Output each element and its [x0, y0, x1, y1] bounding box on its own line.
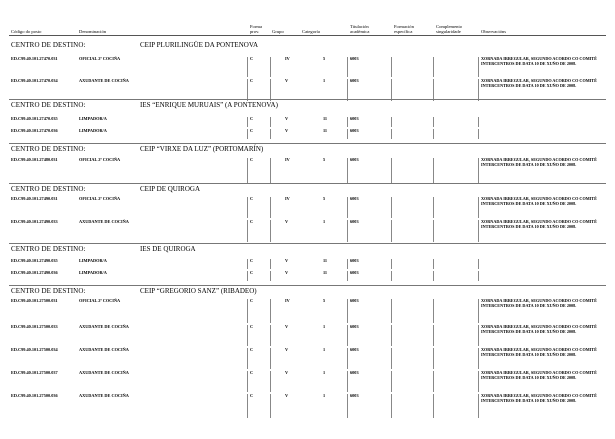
- posto-denominacion: AXUDANTE DE COCIÑA: [79, 393, 129, 398]
- posto-denominacion: AXUDANTE DE COCIÑA: [79, 324, 129, 329]
- column-rule: [247, 158, 248, 184]
- categoria: 1: [323, 393, 326, 398]
- column-rule: [391, 79, 392, 101]
- column-rule: [478, 129, 479, 139]
- header-formacion: Formación: [394, 24, 414, 29]
- column-rule: [347, 299, 348, 323]
- observacions: XORNADA IRREGULAR, SEGUNDO ACORDO CO COMITÉ INTERCENTROS DE DATA 10 DE XUÑO DE 2008.: [481, 298, 597, 308]
- header-denominacion: Denominación: [79, 29, 107, 34]
- column-rule: [347, 348, 348, 369]
- posto-code: ED.C99.40.101.27500.031: [11, 298, 58, 303]
- section-divider: [9, 285, 606, 286]
- grupo: V: [285, 324, 289, 329]
- column-rule: [347, 158, 348, 184]
- centro-destino-label: CENTRO DE DESTINO:: [11, 145, 86, 153]
- column-rule: [247, 220, 248, 242]
- grupo: IV: [285, 196, 290, 201]
- posto-denominacion: OFICIAL 2ª COCIÑA: [79, 56, 121, 61]
- column-rule: [478, 299, 479, 323]
- section-divider: [9, 99, 606, 100]
- posto-denominacion: AXUDANTE DE COCIÑA: [79, 347, 129, 352]
- posto-code: ED.C99.40.101.27500.033: [11, 324, 58, 329]
- column-rule: [391, 57, 392, 77]
- posto-denominacion: AXUDANTE DE COCIÑA: [79, 370, 129, 375]
- column-rule: [391, 259, 392, 269]
- grupo: V: [285, 219, 289, 224]
- forma-prov: C: [250, 128, 254, 133]
- column-rule: [270, 371, 271, 392]
- titulacion: 6003: [350, 258, 359, 263]
- column-rule: [347, 271, 348, 281]
- column-rule: [247, 57, 248, 77]
- column-rule: [478, 259, 479, 269]
- categoria: 1: [323, 78, 326, 83]
- categoria: 5: [323, 56, 326, 61]
- column-rule: [433, 394, 434, 418]
- column-rule: [270, 299, 271, 323]
- posto-code: ED.C99.40.101.27490.031: [11, 196, 58, 201]
- centro-destino-name: IES DE QUIROGA: [140, 245, 196, 253]
- titulacion: 6003: [350, 219, 359, 224]
- posto-code: ED.C99.40.101.27470.034: [11, 78, 58, 83]
- column-rule: [247, 394, 248, 418]
- grupo: V: [285, 270, 289, 275]
- column-rule: [391, 271, 392, 281]
- column-rule: [270, 158, 271, 184]
- observacions: XORNADA IRREGULAR, SEGUNDO ACORDO CO COMITÉ INTERCENTROS DE DATA 10 DE XUÑO DE 2008.: [481, 219, 597, 229]
- column-rule: [478, 197, 479, 218]
- column-rule: [347, 259, 348, 269]
- posto-denominacion: LIMPADOR/A: [79, 128, 107, 133]
- column-rule: [433, 299, 434, 323]
- column-rule: [433, 325, 434, 346]
- column-rule: [270, 117, 271, 127]
- posto-denominacion: LIMPADOR/A: [79, 116, 107, 121]
- grupo: V: [285, 78, 289, 83]
- column-rule: [347, 394, 348, 418]
- column-rule: [478, 57, 479, 77]
- column-rule: [433, 371, 434, 392]
- column-rule: [391, 129, 392, 139]
- forma-prov: C: [250, 298, 254, 303]
- observacions: XORNADA IRREGULAR, SEGUNDO ACORDO CO COMITÉ INTERCENTROS DE DATA 10 DE XUÑO DE 2008.: [481, 347, 597, 357]
- column-rule: [433, 271, 434, 281]
- centro-destino-label: CENTRO DE DESTINO:: [11, 101, 86, 109]
- column-rule: [247, 325, 248, 346]
- forma-prov: C: [250, 196, 254, 201]
- column-rule: [391, 348, 392, 369]
- observacions: XORNADA IRREGULAR, SEGUNDO ACORDO CO COMITÉ INTERCENTROS DE DATA 10 DE XUÑO DE 2008.: [481, 370, 597, 380]
- column-rule: [391, 220, 392, 242]
- titulacion: 6003: [350, 157, 359, 162]
- column-rule: [247, 117, 248, 127]
- grupo: V: [285, 116, 289, 121]
- column-rule: [347, 371, 348, 392]
- posto-code: ED.C99.40.101.27470.035: [11, 116, 58, 121]
- grupo: V: [285, 370, 289, 375]
- titulacion: 6003: [350, 270, 359, 275]
- column-rule: [478, 371, 479, 392]
- observacions: XORNADA IRREGULAR, SEGUNDO ACORDO CO COMITÉ INTERCENTROS DE DATA 10 DE XUÑO DE 2008.: [481, 393, 597, 403]
- column-rule: [433, 57, 434, 77]
- observacions: XORNADA IRREGULAR, SEGUNDO ACORDO CO COMITÉ INTERCENTROS DE DATA 10 DE XUÑO DE 2008.: [481, 56, 597, 66]
- centro-destino-label: CENTRO DE DESTINO:: [11, 245, 86, 253]
- forma-prov: C: [250, 219, 254, 224]
- categoria: 11: [323, 128, 328, 133]
- column-rule: [478, 79, 479, 101]
- header-divider: [9, 35, 606, 36]
- titulacion: 6003: [350, 116, 359, 121]
- grupo: IV: [285, 157, 290, 162]
- forma-prov: C: [250, 157, 254, 162]
- posto-code: ED.C99.40.101.27490.036: [11, 270, 58, 275]
- posto-denominacion: AXUDANTE DE COCIÑA: [79, 219, 129, 224]
- categoria: 1: [323, 370, 326, 375]
- forma-prov: C: [250, 116, 254, 121]
- titulacion: 6003: [350, 347, 359, 352]
- column-rule: [478, 348, 479, 369]
- header-academica: académica: [350, 29, 370, 34]
- column-rule: [247, 348, 248, 369]
- column-rule: [347, 325, 348, 346]
- column-rule: [433, 79, 434, 101]
- column-rule: [247, 371, 248, 392]
- forma-prov: C: [250, 393, 254, 398]
- column-rule: [347, 220, 348, 242]
- column-rule: [433, 259, 434, 269]
- observacions: XORNADA IRREGULAR, SEGUNDO ACORDO CO COMITÉ INTERCENTROS DE DATA 10 DE XUÑO DE 2008.: [481, 324, 597, 334]
- centro-destino-label: CENTRO DE DESTINO:: [11, 287, 86, 295]
- posto-code: ED.C99.40.101.27490.035: [11, 258, 58, 263]
- column-rule: [391, 394, 392, 418]
- categoria: 5: [323, 298, 326, 303]
- forma-prov: C: [250, 56, 254, 61]
- categoria: 5: [323, 157, 326, 162]
- column-rule: [391, 325, 392, 346]
- titulacion: 6003: [350, 78, 359, 83]
- centro-destino-name: IES “ENRIQUE MURUAIS” (A PONTENOVA): [140, 101, 278, 109]
- column-rule: [270, 57, 271, 77]
- titulacion: 6003: [350, 298, 359, 303]
- grupo: IV: [285, 298, 290, 303]
- forma-prov: C: [250, 258, 254, 263]
- posto-code: ED.C99.40.101.27500.034: [11, 347, 58, 352]
- forma-prov: C: [250, 270, 254, 275]
- column-rule: [478, 271, 479, 281]
- titulacion: 6003: [350, 370, 359, 375]
- header-observacions: Observacións: [481, 29, 507, 34]
- categoria: 5: [323, 196, 326, 201]
- column-rule: [478, 117, 479, 127]
- grupo: V: [285, 128, 289, 133]
- column-rule: [391, 371, 392, 392]
- header-codigo: Código do posto: [11, 29, 42, 34]
- grupo: V: [285, 258, 289, 263]
- titulacion: 6003: [350, 56, 359, 61]
- categoria: 11: [323, 270, 328, 275]
- section-divider: [9, 243, 606, 244]
- column-rule: [270, 197, 271, 218]
- column-rule: [433, 348, 434, 369]
- section-divider: [9, 143, 606, 144]
- centro-destino-name: CEIP “GREGORIO SANZ” (RIBADEO): [140, 287, 257, 295]
- column-rule: [391, 158, 392, 184]
- column-rule: [347, 117, 348, 127]
- categoria: 11: [323, 116, 328, 121]
- column-rule: [391, 197, 392, 218]
- column-rule: [247, 259, 248, 269]
- grupo: IV: [285, 56, 290, 61]
- column-rule: [433, 129, 434, 139]
- column-rule: [433, 220, 434, 242]
- forma-prov: C: [250, 78, 254, 83]
- column-rule: [347, 129, 348, 139]
- observacions: XORNADA IRREGULAR, SEGUNDO ACORDO CO COMITÉ INTERCENTROS DE DATA 10 DE XUÑO DE 2008.: [481, 157, 597, 167]
- grupo: V: [285, 347, 289, 352]
- column-rule: [247, 79, 248, 101]
- column-rule: [270, 220, 271, 242]
- column-rule: [247, 299, 248, 323]
- column-rule: [270, 394, 271, 418]
- posto-code: ED.C99.40.101.27470.031: [11, 56, 58, 61]
- header-singularidade: singularidade: [436, 29, 461, 34]
- column-rule: [347, 57, 348, 77]
- column-rule: [347, 197, 348, 218]
- forma-prov: C: [250, 347, 254, 352]
- observacions: XORNADA IRREGULAR, SEGUNDO ACORDO CO COMITÉ INTERCENTROS DE DATA 10 DE XUÑO DE 2008.: [481, 196, 597, 206]
- column-rule: [270, 348, 271, 369]
- posto-code: ED.C99.40.101.27480.031: [11, 157, 58, 162]
- column-rule: [433, 197, 434, 218]
- header-complemento: Complemento: [436, 24, 463, 29]
- centro-destino-name: CEIP PLURILINGÜE DA PONTENOVA: [140, 41, 259, 49]
- posto-denominacion: OFICIAL 2ª COCIÑA: [79, 298, 121, 303]
- column-rule: [270, 129, 271, 139]
- posto-denominacion: AXUDANTE DE COCIÑA: [79, 78, 129, 83]
- header-categoria: Categoría: [302, 29, 320, 34]
- column-rule: [433, 158, 434, 184]
- column-rule: [433, 117, 434, 127]
- forma-prov: C: [250, 370, 254, 375]
- posto-code: ED.C99.40.101.27500.037: [11, 370, 58, 375]
- posto-denominacion: LIMPADOR/A: [79, 270, 107, 275]
- forma-prov: C: [250, 324, 254, 329]
- header-especifica: específica: [394, 29, 413, 34]
- column-rule: [270, 325, 271, 346]
- column-rule: [347, 79, 348, 101]
- categoria: 11: [323, 258, 328, 263]
- section-divider: [9, 183, 606, 184]
- grupo: V: [285, 393, 289, 398]
- column-rule: [478, 220, 479, 242]
- column-rule: [270, 271, 271, 281]
- centro-destino-name: CEIP “VIRXE DA LUZ” (PORTOMARÍN): [140, 145, 264, 153]
- titulacion: 6003: [350, 393, 359, 398]
- posto-denominacion: OFICIAL 2ª COCIÑA: [79, 196, 121, 201]
- column-rule: [270, 259, 271, 269]
- posto-code: ED.C99.40.101.27490.033: [11, 219, 58, 224]
- centro-destino-name: CEIP DE QUIROGA: [140, 185, 201, 193]
- column-rule: [391, 117, 392, 127]
- column-rule: [478, 158, 479, 184]
- centro-destino-label: CENTRO DE DESTINO:: [11, 41, 86, 49]
- column-rule: [247, 271, 248, 281]
- observacions: XORNADA IRREGULAR, SEGUNDO ACORDO CO COMITÉ INTERCENTROS DE DATA 10 DE XUÑO DE 2008.: [481, 78, 597, 88]
- header-titulacion: Titulación: [350, 24, 369, 29]
- column-rule: [391, 299, 392, 323]
- posto-code: ED.C99.40.101.27500.036: [11, 393, 58, 398]
- header-forma: Forma: [250, 24, 262, 29]
- header-grupo: Grupo: [272, 29, 284, 34]
- column-rule: [478, 394, 479, 418]
- titulacion: 6003: [350, 128, 359, 133]
- categoria: 1: [323, 219, 326, 224]
- posto-denominacion: OFICIAL 2ª COCIÑA: [79, 157, 121, 162]
- centro-destino-label: CENTRO DE DESTINO:: [11, 185, 86, 193]
- titulacion: 6003: [350, 324, 359, 329]
- column-rule: [270, 79, 271, 101]
- column-rule: [247, 197, 248, 218]
- posto-denominacion: LIMPADOR/A: [79, 258, 107, 263]
- column-rule: [247, 129, 248, 139]
- categoria: 1: [323, 347, 326, 352]
- categoria: 1: [323, 324, 326, 329]
- posto-code: ED.C99.40.101.27470.036: [11, 128, 58, 133]
- column-rule: [478, 325, 479, 346]
- titulacion: 6003: [350, 196, 359, 201]
- header-prov: prov.: [250, 29, 260, 34]
